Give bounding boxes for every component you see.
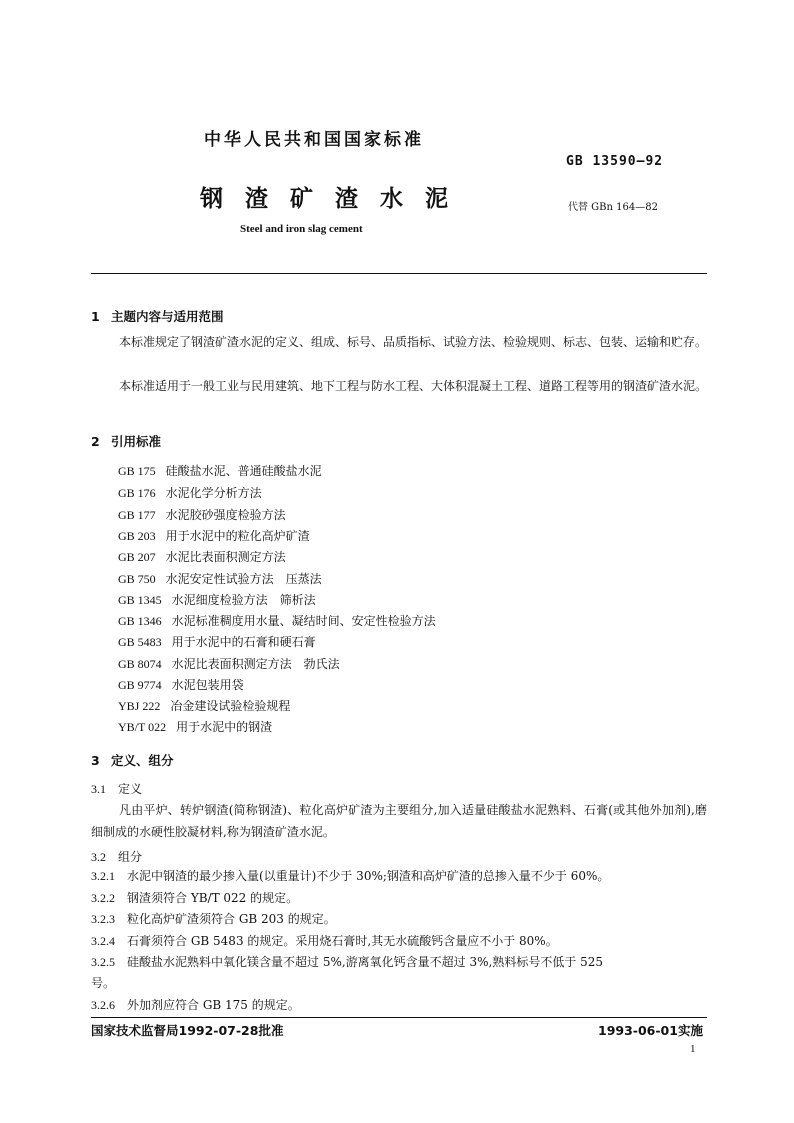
org-title: 中华人民共和国国家标准 — [204, 130, 424, 150]
header-divider — [91, 273, 707, 274]
english-title: Steel and iron slag cement — [240, 223, 363, 235]
standard-number: GB 13590—92 — [566, 154, 664, 169]
reference-item: GB 9774 水泥包装用袋 — [118, 678, 244, 692]
reference-item: YB/T 022 用于水泥中的钢渣 — [118, 720, 273, 734]
clause-item: 3.2.5 硅酸盐水泥熟料中氧化镁含量不超过 5%,游离氧化钙含量不超过 3%,熟料标号不低于 525 — [91, 955, 604, 969]
subsection-3-2-heading: 3.2 组分 — [91, 850, 143, 864]
replaces-note: 代替 GBn 164—82 — [568, 202, 658, 213]
reference-item: GB 5483 用于水泥中的石膏和硬石膏 — [118, 635, 316, 649]
clause-item: 3.2.4 石膏须符合 GB 5483 的规定。采用烧石膏时,其无水硫酸钙含量应不小于 80%。 — [91, 934, 558, 948]
effective-date: 1993-06-01实施 — [598, 1023, 703, 1038]
document-title: 钢渣矿渣水泥 — [200, 186, 470, 212]
section-number: 3 — [91, 753, 100, 768]
section-1-paragraph-1: 本标准规定了钢渣矿渣水泥的定义、组成、标号、品质指标、试验方法、检验规则、标志、包装、运输和贮存。 — [119, 335, 708, 349]
reference-item: GB 207 水泥比表面积测定方法 — [118, 550, 286, 564]
reference-item: GB 1345 水泥细度检验方法 筛析法 — [118, 593, 316, 607]
clause-item-continuation: 号。 — [91, 976, 116, 990]
section-3-heading — [91, 751, 174, 769]
section-number: 2 — [91, 434, 100, 449]
page-number: 1 — [690, 1043, 696, 1055]
section-title: 定义、组分 — [111, 753, 174, 768]
clause-item: 3.2.3 粒化高炉矿渣须符合 GB 203 的规定。 — [91, 912, 336, 926]
reference-item: GB 176 水泥化学分析方法 — [118, 486, 262, 500]
clause-item: 3.2.1 水泥中钢渣的最少掺入量(以重量计)不少于 30%;钢渣和高炉矿渣的总掺入量不少于 60%。 — [91, 869, 610, 883]
reference-item: GB 750 水泥安定性试验方法 压蒸法 — [118, 572, 322, 586]
section-1-heading — [91, 307, 224, 325]
section-1-paragraph-2: 本标准适用于一般工业与民用建筑、地下工程与防水工程、大体积混凝土工程、道路工程等用的钢渣矿渣水泥。 — [119, 379, 708, 393]
reference-item: GB 175 硅酸盐水泥、普通硅酸盐水泥 — [118, 464, 322, 478]
clause-item: 3.2.6 外加剂应符合 GB 175 的规定。 — [91, 998, 300, 1012]
approval-line: 国家技术监督局1992-07-28批准 — [91, 1023, 284, 1038]
reference-item: GB 8074 水泥比表面积测定方法 勃氏法 — [118, 657, 340, 671]
section-number: 1 — [91, 309, 100, 324]
reference-item: YBJ 222 冶金建设试验检验规程 — [118, 699, 291, 713]
section-title: 引用标准 — [111, 434, 162, 449]
definition-paragraph: 凡由平炉、转炉钢渣(简称钢渣)、粒化高炉矿渣为主要组分,加入适量硅酸盐水泥熟料、石膏(或其他外加剂),磨细制成的水硬性胶凝材料,称为钢渣矿渣水泥。 — [91, 803, 707, 839]
section-2-heading — [91, 432, 161, 450]
section-title: 主题内容与适用范围 — [111, 309, 224, 324]
reference-item: GB 177 水泥胶砂强度检验方法 — [118, 508, 286, 522]
footer-divider — [91, 1017, 707, 1018]
reference-item: GB 1346 水泥标准稠度用水量、凝结时间、安定性检验方法 — [118, 614, 436, 628]
reference-item: GB 203 用于水泥中的粒化高炉矿渣 — [118, 529, 310, 543]
subsection-3-1-heading: 3.1 定义 — [91, 782, 143, 796]
clause-item: 3.2.2 钢渣须符合 YB/T 022 的规定。 — [91, 891, 299, 905]
